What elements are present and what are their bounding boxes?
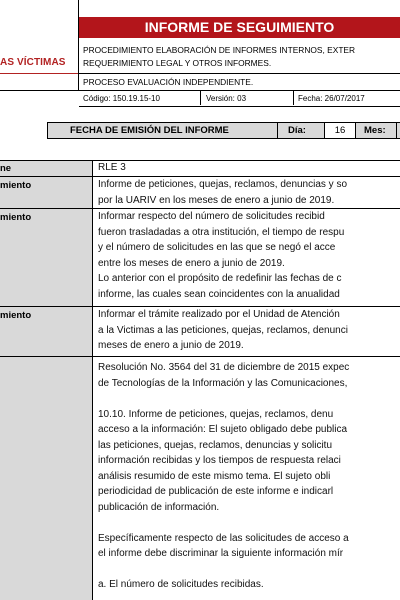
text-line: fueron trasladadas a otra institución, el tiempo de respu xyxy=(98,226,345,238)
text-line: periodicidad de publicación de este informe e indicarl xyxy=(98,486,334,497)
blank-line xyxy=(98,562,349,578)
month-label: Mes: xyxy=(364,125,386,136)
day-value: 16 xyxy=(325,123,355,138)
text-line: publicación de información. xyxy=(98,501,220,513)
row-content xyxy=(98,360,349,593)
procedure-line-2: REQUERIMIENTO LEGAL Y OTROS INFORMES. xyxy=(83,58,272,68)
row-content xyxy=(98,209,344,302)
organization-logo-cell xyxy=(0,0,79,91)
row-label: ne xyxy=(0,163,12,174)
row-label: miento xyxy=(0,180,32,191)
text-line: Informar respecto del número de solicitudes recibid xyxy=(98,211,325,222)
text-line: informe, las cuales sean coincidentes con la anualidad xyxy=(98,288,340,300)
text-line: Informe de peticiones, quejas, reclamos, denuncias y so xyxy=(98,179,348,190)
text-line: RLE 3 xyxy=(98,162,126,173)
text-line: y el número de solicitudes en las que se negó el acce xyxy=(98,242,336,253)
row-content xyxy=(98,177,347,208)
text-line: Resolución No. 3564 del 31 de diciembre de 2015 expec xyxy=(98,362,350,373)
emission-label: FECHA DE EMISIÓN DEL INFORME xyxy=(70,125,229,136)
text-line: análisis resumido de este mismo tema. El sujeto obli xyxy=(98,470,331,482)
header-divider xyxy=(79,90,400,91)
document-version: Versión: 03 xyxy=(206,94,247,103)
emission-divider xyxy=(396,123,397,138)
blank-line xyxy=(98,391,349,407)
text-line: Específicamente respecto de las solicitudes de acceso a xyxy=(98,532,349,544)
text-line: Lo anterior con el propósito de redefinir las fechas de c xyxy=(98,273,342,284)
row-content xyxy=(98,307,348,354)
row-divider xyxy=(0,160,400,161)
document-title: INFORME DE SEGUIMIENTO xyxy=(79,17,400,38)
text-line: Informar el trámite realizado por el Unidad de Atención xyxy=(98,309,340,320)
text-line: a. El número de solicitudes recibidas. xyxy=(98,579,264,590)
column-divider xyxy=(92,160,93,600)
text-line: entre los meses de enero a junio de 2019. xyxy=(98,257,285,269)
header-cell-divider xyxy=(200,91,201,105)
procedure-line-1: PROCEDIMIENTO ELABORACIÓN DE INFORMES INTERNOS, EXTER xyxy=(83,45,356,55)
row-divider xyxy=(0,356,400,357)
text-line: por la UARIV en los meses de enero a junio de 2019. xyxy=(98,194,335,206)
header-divider xyxy=(79,73,400,74)
text-line: acceso a la información: El sujeto obligado debe publica xyxy=(98,424,348,435)
text-line: meses de enero a junio de 2019. xyxy=(98,340,244,351)
text-line: información recibidas y los tiempos de respuesta relaci xyxy=(98,455,341,466)
organization-name: AS VÍCTIMAS xyxy=(0,57,66,68)
header-divider xyxy=(79,106,400,107)
blank-line xyxy=(98,515,349,531)
text-line: las peticiones, quejas, reclamos, denuncias y solicitu xyxy=(98,439,333,451)
text-line: de Tecnologías de la Información y las Comunicaciones, xyxy=(98,377,348,389)
header-cell-divider xyxy=(293,91,294,105)
row-content xyxy=(98,160,126,176)
row-label: miento xyxy=(0,310,32,321)
document-header xyxy=(79,0,400,103)
text-line: 10.10. Informe de peticiones, quejas, reclamos, denu xyxy=(98,408,334,420)
process-name: PROCESO EVALUACIÓN INDEPENDIENTE. xyxy=(83,77,254,87)
logo-underline xyxy=(0,73,78,74)
label-column xyxy=(0,160,92,600)
emission-date-bar xyxy=(47,122,400,139)
day-label: Día: xyxy=(288,125,306,136)
emission-divider xyxy=(355,123,356,138)
text-line: el informe debe discriminar la siguiente información mír xyxy=(98,548,344,559)
document-date: Fecha: 26/07/2017 xyxy=(298,94,365,103)
report-table xyxy=(0,160,400,600)
row-label: miento xyxy=(0,212,32,223)
document-code: Código: 150.19.15-10 xyxy=(83,94,160,103)
text-line: a la Victimas a las peticiones, quejas, reclamos, denunci xyxy=(98,324,348,336)
emission-divider xyxy=(277,123,278,138)
